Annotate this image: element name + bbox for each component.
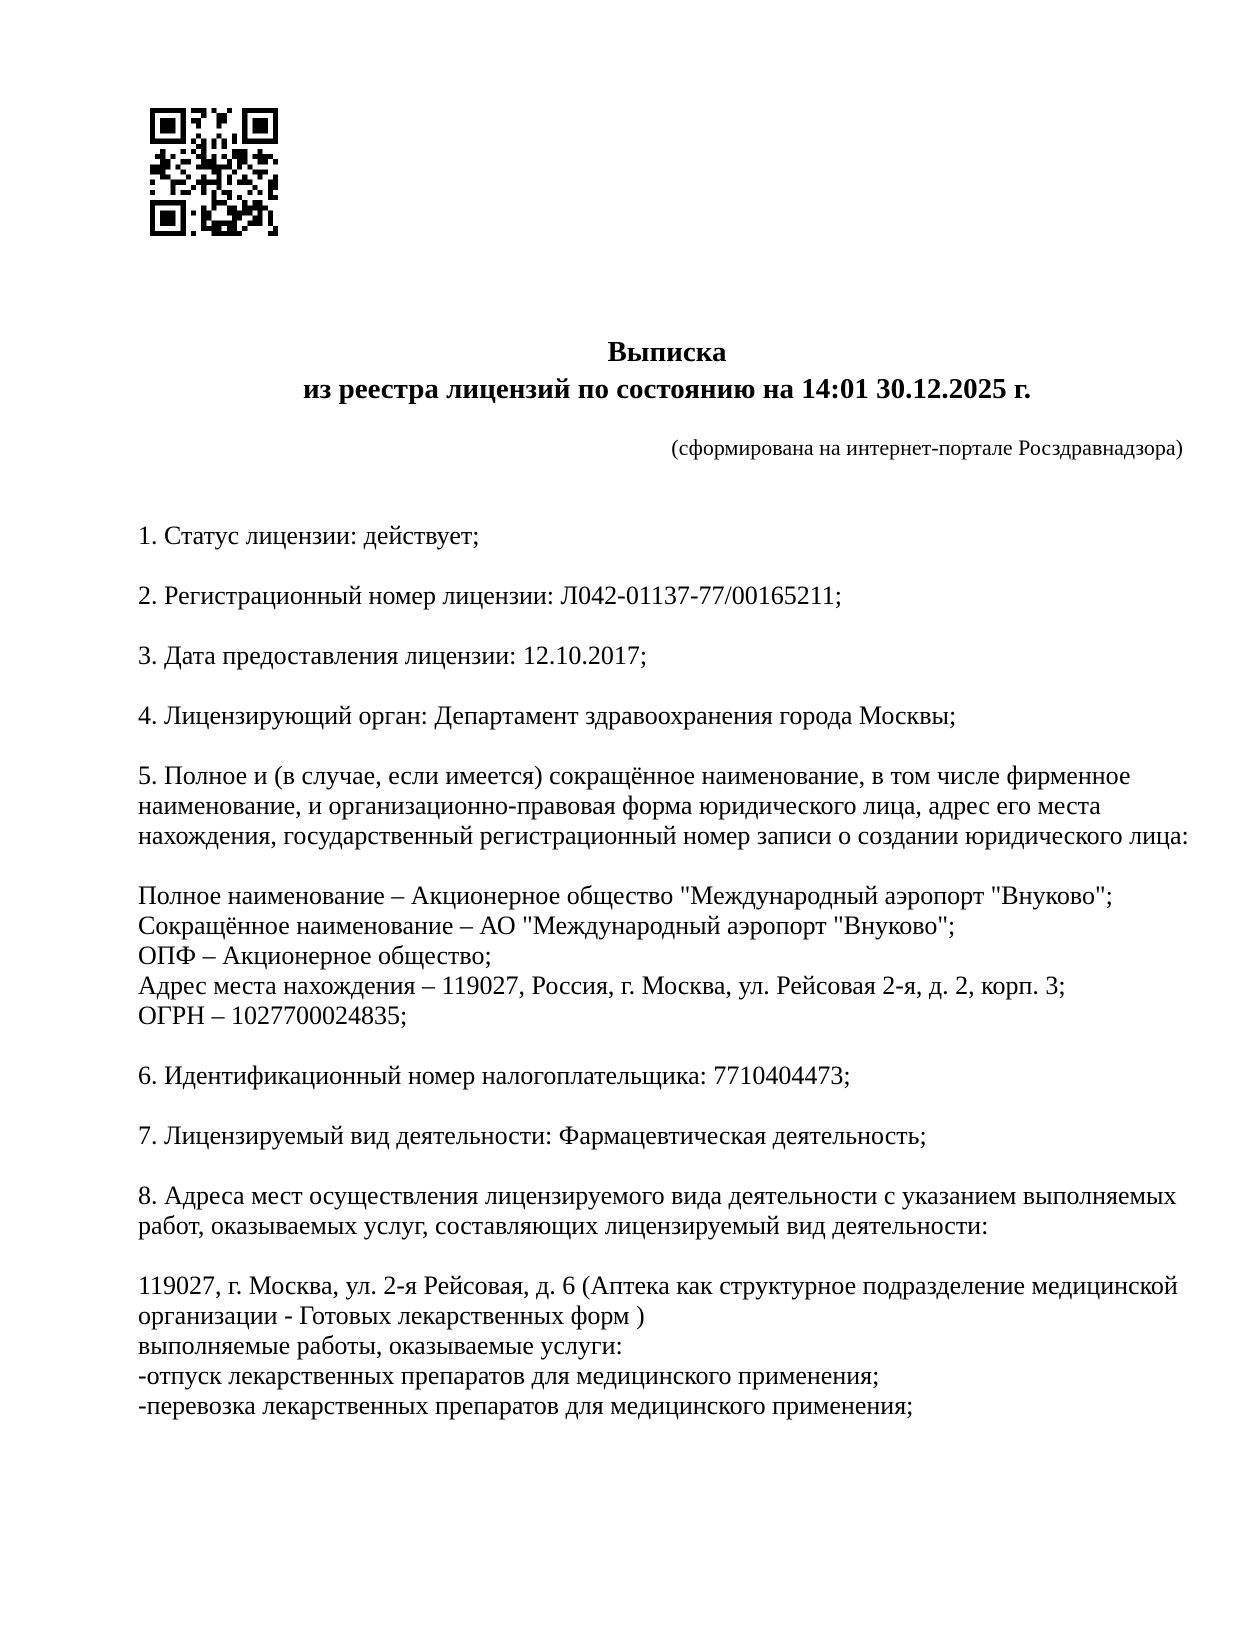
document-line: 3. Дата предоставления лицензии: 12.10.2017; bbox=[138, 641, 648, 670]
document-title bbox=[140, 334, 1194, 408]
document-subtitle: (сформирована на интернет-портале Росздравнадзора) bbox=[671, 435, 1183, 460]
document-line: 119027, г. Москва, ул. 2-я Рейсовая, д. 6 (Аптека как структурное подразделение медицинской bbox=[138, 1271, 1178, 1300]
document-body bbox=[138, 521, 1200, 1421]
document-line: ОПФ – Акционерное общество; bbox=[138, 941, 492, 970]
paragraph bbox=[138, 521, 1200, 551]
document-line: 8. Адреса мест осуществления лицензируемого вида деятельности с указанием выполняемых bbox=[138, 1181, 1177, 1210]
document-line: организации - Готовых лекарственных форм ) bbox=[138, 1301, 645, 1330]
qr-code-icon bbox=[150, 108, 278, 236]
document-line: выполняемые работы, оказываемые услуги: bbox=[138, 1331, 623, 1360]
document-line: наименование, и организационно-правовая форма юридического лица, адрес его места bbox=[138, 791, 1101, 820]
document-line: 5. Полное и (в случае, если имеется) сокращённое наименование, в том числе фирменное bbox=[138, 761, 1131, 790]
document-line: Адрес места нахождения – 119027, Россия, г. Москва, ул. Рейсовая 2-я, д. 2, корп. 3; bbox=[138, 971, 1066, 1000]
title-line-2: из реестра лицензий по состоянию на 14:01 30.12.2025 г. bbox=[302, 373, 1032, 405]
paragraph bbox=[138, 1061, 1200, 1091]
document-line: 2. Регистрационный номер лицензии: Л042-01137-77/00165211; bbox=[138, 581, 842, 610]
paragraph bbox=[138, 761, 1200, 851]
document-line: 7. Лицензируемый вид деятельности: Фармацевтическая деятельность; bbox=[138, 1121, 927, 1150]
paragraph bbox=[138, 1271, 1200, 1421]
paragraph bbox=[138, 701, 1200, 731]
document-line: нахождения, государственный регистрационный номер записи о создании юридического лица: bbox=[138, 821, 1189, 850]
paragraph bbox=[138, 1121, 1200, 1151]
paragraph bbox=[138, 641, 1200, 671]
paragraph bbox=[138, 881, 1200, 1031]
document-line: ОГРН – 1027700024835; bbox=[138, 1001, 408, 1030]
document-line: работ, оказываемых услуг, составляющих лицензируемый вид деятельности: bbox=[138, 1211, 989, 1240]
document-line: Полное наименование – Акционерное общество "Международный аэропорт "Внуково"; bbox=[138, 881, 1113, 910]
paragraph bbox=[138, 1181, 1200, 1241]
document-line: -отпуск лекарственных препаратов для медицинского применения; bbox=[138, 1361, 880, 1390]
document-line: 1. Статус лицензии: действует; bbox=[138, 521, 480, 550]
document-line: 6. Идентификационный номер налогоплательщика: 7710404473; bbox=[138, 1061, 851, 1090]
document-line: -перевозка лекарственных препаратов для медицинского применения; bbox=[138, 1391, 914, 1420]
title-line-1: Выписка bbox=[607, 336, 727, 368]
document-line: 4. Лицензирующий орган: Департамент здравоохранения города Москвы; bbox=[138, 701, 957, 730]
paragraph bbox=[138, 581, 1200, 611]
document-line: Сокращённое наименование – АО "Международный аэропорт "Внуково"; bbox=[138, 911, 956, 940]
